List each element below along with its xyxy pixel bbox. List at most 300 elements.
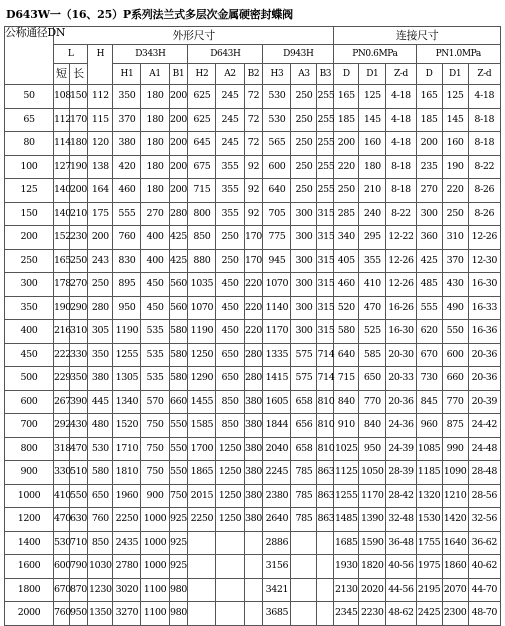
table-cell: 1485 xyxy=(334,508,359,532)
table-cell: 200 xyxy=(88,226,113,250)
table-cell: 450 xyxy=(141,273,169,297)
header-connection: 连接尺寸 xyxy=(334,27,501,45)
table-cell: 180 xyxy=(141,85,169,109)
table-cell: 300 xyxy=(291,202,317,226)
table-cell: 650 xyxy=(88,484,113,508)
table-cell: 180 xyxy=(69,132,88,156)
table-cell: 220 xyxy=(334,155,359,179)
table-cell: 770 xyxy=(359,390,386,414)
table-row xyxy=(5,508,501,532)
table-cell: 140 xyxy=(53,179,69,203)
table-cell: 760 xyxy=(113,226,141,250)
table-cell: 1250 xyxy=(216,461,244,485)
table-cell: 200 xyxy=(334,132,359,156)
table-cell: 12-30 xyxy=(468,249,500,273)
header-sub-0: H1 xyxy=(113,64,141,85)
table-cell: 550 xyxy=(442,320,468,344)
table-cell: 4-18 xyxy=(386,132,416,156)
dn-cell: 1600 xyxy=(5,555,54,579)
table-cell: 2780 xyxy=(113,555,141,579)
table-cell: 1685 xyxy=(334,531,359,555)
table-cell: 1390 xyxy=(359,508,386,532)
table-cell: 12-22 xyxy=(386,226,416,250)
table-cell: 230 xyxy=(69,226,88,250)
header-long: 长 xyxy=(69,64,88,85)
table-cell: 12-26 xyxy=(468,226,500,250)
table-cell: 48-62 xyxy=(386,602,416,626)
table-cell: 535 xyxy=(141,320,169,344)
table-cell: 645 xyxy=(188,132,216,156)
table-cell: 24-36 xyxy=(386,414,416,438)
table-cell: 255 xyxy=(317,108,334,132)
table-cell: 4-18 xyxy=(386,108,416,132)
table-cell: 28-56 xyxy=(468,484,500,508)
table-cell: 850 xyxy=(216,390,244,414)
table-row xyxy=(5,531,501,555)
table-row xyxy=(5,390,501,414)
table-cell: 245 xyxy=(216,108,244,132)
table-row xyxy=(5,132,501,156)
table-cell: 925 xyxy=(169,555,188,579)
table-cell: 530 xyxy=(263,108,291,132)
document-title: D643W一（16、25）P系列法兰式多层次金属硬密封蝶阀 xyxy=(6,8,293,21)
table-cell: 92 xyxy=(244,179,263,203)
table-cell: 20-36 xyxy=(468,367,500,391)
table-row xyxy=(5,555,501,579)
table-cell: 36-48 xyxy=(386,531,416,555)
table-cell: 16-33 xyxy=(468,296,500,320)
table-cell: 200 xyxy=(169,179,188,203)
table-row xyxy=(5,273,501,297)
header-sub-6: H3 xyxy=(263,64,291,85)
table-cell: 750 xyxy=(141,437,169,461)
table-cell: 550 xyxy=(69,484,88,508)
dn-cell: 700 xyxy=(5,414,54,438)
table-cell: 1810 xyxy=(113,461,141,485)
table-cell xyxy=(216,555,244,579)
table-cell: 3421 xyxy=(263,578,291,602)
table-cell: 185 xyxy=(416,108,442,132)
table-cell: 2345 xyxy=(334,602,359,626)
table-cell: 580 xyxy=(169,367,188,391)
table-cell: 108 xyxy=(53,85,69,109)
table-cell: 1185 xyxy=(416,461,442,485)
table-cell: 285 xyxy=(334,202,359,226)
table-row xyxy=(5,578,501,602)
table-cell: 220 xyxy=(244,273,263,297)
table-cell: 250 xyxy=(334,179,359,203)
table-cell: 8-22 xyxy=(468,155,500,179)
table-cell: 2020 xyxy=(359,578,386,602)
table-cell: 170 xyxy=(244,226,263,250)
table-cell: 460 xyxy=(113,179,141,203)
table-cell: 8-18 xyxy=(386,179,416,203)
header-H: H xyxy=(88,45,113,85)
header-sub-11: Z-d xyxy=(386,64,416,85)
table-cell: 170 xyxy=(69,108,88,132)
table-row xyxy=(5,108,501,132)
table-cell: 555 xyxy=(416,296,442,320)
table-cell: 8-26 xyxy=(468,179,500,203)
table-cell: 550 xyxy=(169,414,188,438)
table-row xyxy=(5,343,501,367)
table-cell: 200 xyxy=(169,155,188,179)
table-cell: 658 xyxy=(291,437,317,461)
dn-cell: 200 xyxy=(5,226,54,250)
table-cell: 315 xyxy=(317,226,334,250)
table-cell: 430 xyxy=(442,273,468,297)
table-cell: 350 xyxy=(69,367,88,391)
header-sub-5: B2 xyxy=(244,64,263,85)
table-cell: 810 xyxy=(317,437,334,461)
table-cell: 243 xyxy=(88,249,113,273)
table-cell: 1050 xyxy=(359,461,386,485)
table-cell: 400 xyxy=(141,226,169,250)
table-cell: 1085 xyxy=(416,437,442,461)
table-cell: 8-22 xyxy=(386,202,416,226)
table-cell: 530 xyxy=(263,85,291,109)
table-cell: 315 xyxy=(317,249,334,273)
table-cell: 1230 xyxy=(88,578,113,602)
header-sub-13: D1 xyxy=(442,64,468,85)
table-cell: 370 xyxy=(442,249,468,273)
table-cell: 4-18 xyxy=(386,85,416,109)
table-cell xyxy=(188,578,216,602)
table-cell: 760 xyxy=(53,602,69,626)
table-cell: 40-56 xyxy=(386,555,416,579)
table-cell: 575 xyxy=(291,343,317,367)
table-cell: 950 xyxy=(69,602,88,626)
table-cell: 180 xyxy=(359,155,386,179)
dn-cell: 450 xyxy=(5,343,54,367)
table-cell: 863 xyxy=(317,508,334,532)
table-cell: 658 xyxy=(291,390,317,414)
table-cell: 250 xyxy=(291,85,317,109)
table-cell: 380 xyxy=(244,414,263,438)
table-cell: 222 xyxy=(53,343,69,367)
header-dimensions: 外形尺寸 xyxy=(53,27,333,45)
table-cell: 960 xyxy=(416,414,442,438)
table-cell: 620 xyxy=(416,320,442,344)
table-cell: 355 xyxy=(216,179,244,203)
table-cell: 400 xyxy=(141,249,169,273)
table-row xyxy=(5,296,501,320)
table-cell: 305 xyxy=(88,320,113,344)
table-row xyxy=(5,320,501,344)
table-cell: 2040 xyxy=(263,437,291,461)
table-cell: 600 xyxy=(53,555,69,579)
table-cell: 300 xyxy=(291,249,317,273)
table-cell: 1930 xyxy=(334,555,359,579)
table-cell: 2425 xyxy=(416,602,442,626)
table-row xyxy=(5,367,501,391)
table-cell: 1210 xyxy=(442,484,468,508)
table-cell: 1250 xyxy=(188,343,216,367)
table-cell: 267 xyxy=(53,390,69,414)
table-cell: 190 xyxy=(69,155,88,179)
table-cell: 20-39 xyxy=(468,390,500,414)
table-cell: 1000 xyxy=(141,531,169,555)
table-cell: 1844 xyxy=(263,414,291,438)
table-cell: 370 xyxy=(113,108,141,132)
dn-cell: 1000 xyxy=(5,484,54,508)
table-cell xyxy=(244,578,263,602)
table-cell: 670 xyxy=(416,343,442,367)
table-cell: 180 xyxy=(141,155,169,179)
table-cell: 840 xyxy=(359,414,386,438)
table-cell: 470 xyxy=(359,296,386,320)
table-cell: 1290 xyxy=(188,367,216,391)
table-cell: 295 xyxy=(359,226,386,250)
table-cell: 660 xyxy=(169,390,188,414)
dn-cell: 100 xyxy=(5,155,54,179)
table-cell: 200 xyxy=(416,132,442,156)
dn-cell: 800 xyxy=(5,437,54,461)
table-cell: 650 xyxy=(216,367,244,391)
table-cell xyxy=(317,555,334,579)
table-cell: 20-30 xyxy=(386,343,416,367)
table-cell: 450 xyxy=(216,296,244,320)
table-cell: 220 xyxy=(442,179,468,203)
table-cell: 165 xyxy=(53,249,69,273)
table-cell: 560 xyxy=(169,273,188,297)
table-cell: 460 xyxy=(334,273,359,297)
table-cell: 810 xyxy=(317,414,334,438)
table-cell: 355 xyxy=(216,155,244,179)
table-cell: 178 xyxy=(53,273,69,297)
table-cell: 330 xyxy=(69,343,88,367)
table-cell: 36-62 xyxy=(468,531,500,555)
table-cell: 1170 xyxy=(359,484,386,508)
table-cell: 490 xyxy=(442,296,468,320)
table-cell: 20-33 xyxy=(386,367,416,391)
table-cell: 525 xyxy=(359,320,386,344)
table-row xyxy=(5,484,501,508)
table-cell: 630 xyxy=(69,508,88,532)
table-cell: 580 xyxy=(169,320,188,344)
table-cell: 410 xyxy=(53,484,69,508)
table-cell: 380 xyxy=(244,484,263,508)
table-cell: 660 xyxy=(442,367,468,391)
table-cell: 650 xyxy=(359,367,386,391)
table-cell: 250 xyxy=(216,226,244,250)
dn-cell: 65 xyxy=(5,108,54,132)
table-cell xyxy=(291,602,317,626)
table-cell: 565 xyxy=(263,132,291,156)
dn-cell: 400 xyxy=(5,320,54,344)
table-cell: 210 xyxy=(69,202,88,226)
table-cell: 44-56 xyxy=(386,578,416,602)
table-cell: 3685 xyxy=(263,602,291,626)
table-cell: 180 xyxy=(141,108,169,132)
table-cell: 980 xyxy=(169,602,188,626)
table-cell: 24-42 xyxy=(468,414,500,438)
table-cell: 235 xyxy=(416,155,442,179)
table-cell: 1710 xyxy=(113,437,141,461)
table-cell: 580 xyxy=(88,461,113,485)
table-cell: 20-36 xyxy=(468,343,500,367)
table-cell: 730 xyxy=(416,367,442,391)
table-cell: 220 xyxy=(244,296,263,320)
table-cell: 12-26 xyxy=(386,249,416,273)
table-cell xyxy=(291,555,317,579)
table-cell: 980 xyxy=(169,578,188,602)
table-cell: 24-39 xyxy=(386,437,416,461)
table-cell: 28-39 xyxy=(386,461,416,485)
table-cell: 210 xyxy=(359,179,386,203)
table-cell: 360 xyxy=(416,226,442,250)
table-cell: 1305 xyxy=(113,367,141,391)
table-row xyxy=(5,179,501,203)
table-cell: 420 xyxy=(113,155,141,179)
table-cell: 480 xyxy=(88,414,113,438)
table-cell: 3270 xyxy=(113,602,141,626)
table-cell: 32-56 xyxy=(468,508,500,532)
table-cell: 1860 xyxy=(442,555,468,579)
table-cell: 380 xyxy=(88,367,113,391)
table-cell: 450 xyxy=(141,296,169,320)
table-cell: 1700 xyxy=(188,437,216,461)
table-cell xyxy=(317,531,334,555)
table-cell: 44-70 xyxy=(468,578,500,602)
table-cell: 125 xyxy=(359,85,386,109)
dn-cell: 300 xyxy=(5,273,54,297)
table-cell: 315 xyxy=(317,202,334,226)
table-cell: 380 xyxy=(113,132,141,156)
header-sub-8: B3 xyxy=(317,64,334,85)
table-row xyxy=(5,85,501,109)
table-cell: 250 xyxy=(88,273,113,297)
dn-cell: 2000 xyxy=(5,602,54,626)
table-cell: 170 xyxy=(244,249,263,273)
table-cell: 280 xyxy=(169,202,188,226)
header-pn06: PN0.6MPa xyxy=(334,45,416,64)
table-cell: 300 xyxy=(291,273,317,297)
table-cell: 425 xyxy=(416,249,442,273)
table-cell: 450 xyxy=(216,273,244,297)
table-cell: 150 xyxy=(69,85,88,109)
dn-cell: 1400 xyxy=(5,531,54,555)
table-cell: 1755 xyxy=(416,531,442,555)
header-sub-9: D xyxy=(334,64,359,85)
table-cell: 4-18 xyxy=(468,85,500,109)
table-cell: 310 xyxy=(442,226,468,250)
table-cell: 656 xyxy=(291,414,317,438)
dn-cell: 50 xyxy=(5,85,54,109)
table-cell: 895 xyxy=(113,273,141,297)
table-cell: 1865 xyxy=(188,461,216,485)
table-cell: 425 xyxy=(169,226,188,250)
table-cell: 240 xyxy=(359,202,386,226)
table-cell: 2195 xyxy=(416,578,442,602)
table-cell: 770 xyxy=(442,390,468,414)
table-cell: 870 xyxy=(69,578,88,602)
table-cell: 1590 xyxy=(359,531,386,555)
table-cell: 180 xyxy=(141,179,169,203)
table-cell: 600 xyxy=(263,155,291,179)
table-cell: 250 xyxy=(216,249,244,273)
table-cell: 430 xyxy=(69,414,88,438)
table-cell: 1420 xyxy=(442,508,468,532)
table-cell: 600 xyxy=(442,343,468,367)
table-cell: 28-48 xyxy=(468,461,500,485)
table-cell: 48-70 xyxy=(468,602,500,626)
table-cell: 1530 xyxy=(416,508,442,532)
table-cell: 2245 xyxy=(263,461,291,485)
table-cell: 640 xyxy=(334,343,359,367)
table-cell: 625 xyxy=(188,108,216,132)
table-cell: 165 xyxy=(334,85,359,109)
table-cell: 250 xyxy=(69,249,88,273)
table-cell: 355 xyxy=(359,249,386,273)
table-cell: 1035 xyxy=(188,273,216,297)
table-cell: 1250 xyxy=(216,437,244,461)
table-cell: 555 xyxy=(113,202,141,226)
table-cell: 1000 xyxy=(141,555,169,579)
header-L: L xyxy=(53,45,87,64)
table-cell xyxy=(188,602,216,626)
table-cell: 750 xyxy=(141,461,169,485)
table-cell: 200 xyxy=(69,179,88,203)
table-cell: 925 xyxy=(169,508,188,532)
table-cell: 16-36 xyxy=(468,320,500,344)
table-cell: 990 xyxy=(442,437,468,461)
table-cell: 550 xyxy=(169,461,188,485)
table-cell: 1255 xyxy=(113,343,141,367)
table-cell: 185 xyxy=(334,108,359,132)
header-short: 短 xyxy=(53,64,69,85)
table-cell: 114 xyxy=(53,132,69,156)
table-cell: 535 xyxy=(141,343,169,367)
table-cell: 270 xyxy=(69,273,88,297)
header-sub-4: A2 xyxy=(216,64,244,85)
header-sub-1: A1 xyxy=(141,64,169,85)
table-cell: 355 xyxy=(216,202,244,226)
table-cell: 40-62 xyxy=(468,555,500,579)
table-cell xyxy=(216,578,244,602)
table-cell: 2070 xyxy=(442,578,468,602)
table-cell: 510 xyxy=(69,461,88,485)
table-cell: 750 xyxy=(141,414,169,438)
table-cell: 250 xyxy=(442,202,468,226)
table-cell: 255 xyxy=(317,155,334,179)
table-cell: 127 xyxy=(53,155,69,179)
table-cell: 20-36 xyxy=(386,390,416,414)
table-cell: 580 xyxy=(169,343,188,367)
table-cell: 1170 xyxy=(263,320,291,344)
table-cell: 1100 xyxy=(141,602,169,626)
table-cell: 1415 xyxy=(263,367,291,391)
table-cell: 3020 xyxy=(113,578,141,602)
dn-cell: 500 xyxy=(5,367,54,391)
table-cell: 650 xyxy=(216,343,244,367)
table-row xyxy=(5,249,501,273)
table-cell: 300 xyxy=(291,320,317,344)
table-cell: 1960 xyxy=(113,484,141,508)
table-row xyxy=(5,414,501,438)
table-cell: 560 xyxy=(169,296,188,320)
table-cell xyxy=(188,531,216,555)
table-cell: 145 xyxy=(442,108,468,132)
table-cell: 300 xyxy=(291,226,317,250)
table-cell: 425 xyxy=(169,249,188,273)
header-pn10: PN1.0MPa xyxy=(416,45,500,64)
table-cell xyxy=(216,531,244,555)
table-cell: 1640 xyxy=(442,531,468,555)
table-cell: 190 xyxy=(442,155,468,179)
table-cell xyxy=(244,602,263,626)
header-sub-7: A3 xyxy=(291,64,317,85)
